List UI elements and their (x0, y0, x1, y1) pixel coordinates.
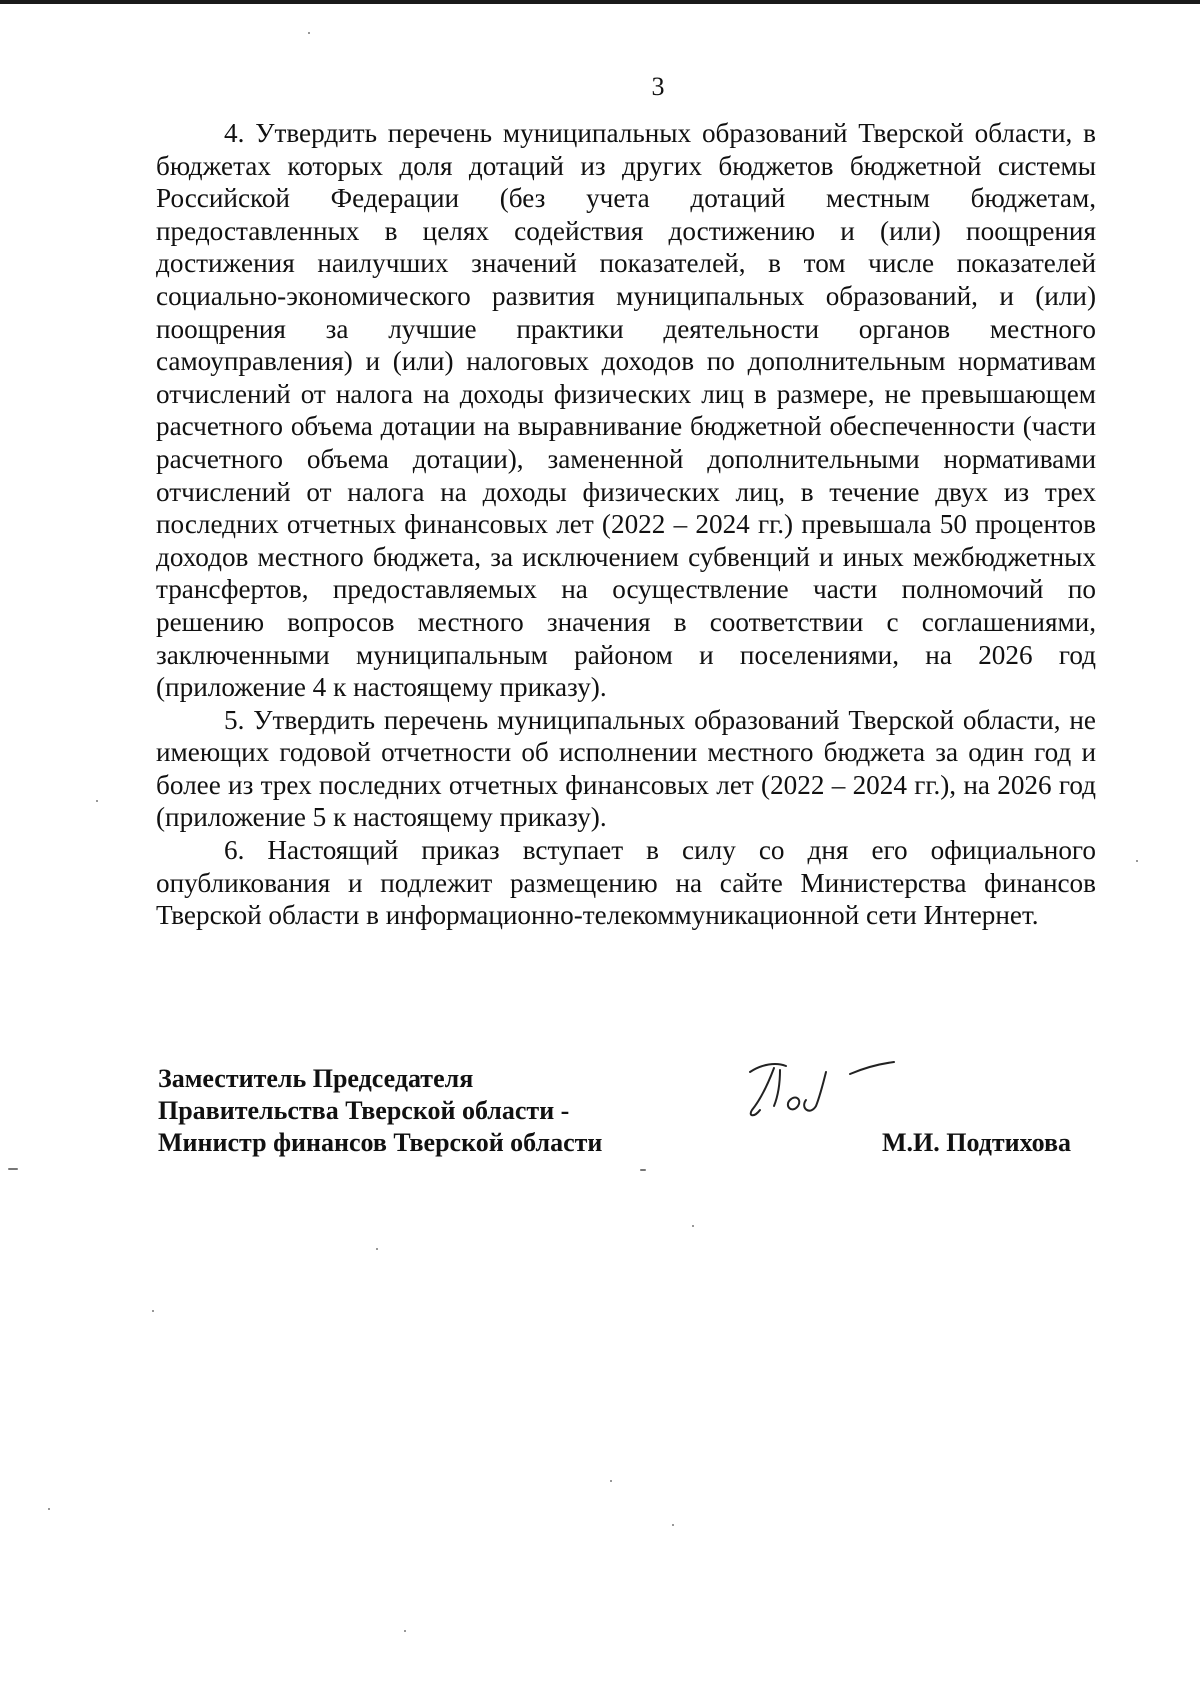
signer-position-line: Министр финансов Тверской области (158, 1128, 603, 1157)
scan-speck (152, 1310, 154, 1312)
signer-name: М.И. Подтихова (882, 1128, 1072, 1157)
scan-speck (692, 1225, 694, 1227)
scan-speck (640, 1169, 646, 1171)
scan-speck (376, 1248, 378, 1250)
scan-speck (96, 800, 98, 802)
scan-speck (610, 1480, 612, 1482)
scan-speck (8, 1168, 18, 1170)
paragraph-6: 6. Настоящий приказ вступает в силу со дня его официального опубликования и подлежит размещению на сайте Министерства финансов Тверской области в информационно-телекоммуникационной сети Интернет. (156, 835, 1096, 931)
scan-speck (48, 1508, 50, 1510)
scan-speck (404, 1630, 406, 1632)
signer-position (158, 1063, 602, 1159)
signer-position-line: Правительства Тверской области - (158, 1096, 570, 1125)
paragraph-5: 5. Утвердить перечень муниципальных образований Тверской области, не имеющих годовой отчетности об исполнении местного бюджета за один год и более из трех последних отчетных финансовых лет (2022 – 2024 гг.), на 2026 год (приложение 5 к настоящему приказу). (156, 704, 1096, 833)
scan-speck (308, 32, 310, 34)
scan-speck (672, 1524, 674, 1526)
document-body (156, 117, 1096, 932)
scan-top-edge (0, 0, 1200, 4)
signer-position-line: Заместитель Председателя (158, 1064, 474, 1093)
scan-speck (1136, 860, 1138, 862)
paragraph-4: 4. Утвердить перечень муниципальных образований Тверской области, в бюджетах которых доля дотаций из других бюджетов бюджетной системы Российской Федерации (без учета дотаций местным бюджетам, предоставленных в целях содействия достижению и (или) поощрения достижения наилучших значений показателей, в том числе показателей социально-экономического развития муниципальных образований, и (или) поощрения за лучшие практики деятельности органов местного самоуправления) и (или) налоговых доходов по дополнительным нормативам отчислений от налога на доходы физических лиц в размере, не превышающем расчетного объема дотации на выравнивание бюджетной обеспеченности (части расчетного объема дотации), замененной дополнительными нормативами отчислений от налога на доходы физических лиц, в течение двух из трех последних отчетных финансовых лет (2022 – 2024 гг.) превышала 50 процентов доходов местного бюджета, за исключением субвенций и иных межбюджетных трансфертов, предоставляемых на осуществление части полномочий по решению вопросов местного значения в соответствии с соглашениями, заключенными муниципальным районом и поселениями, на 2026 год (приложение 4 к настоящему приказу). (156, 118, 1096, 703)
page-number: 3 (651, 72, 665, 101)
handwritten-signature (740, 1050, 900, 1130)
